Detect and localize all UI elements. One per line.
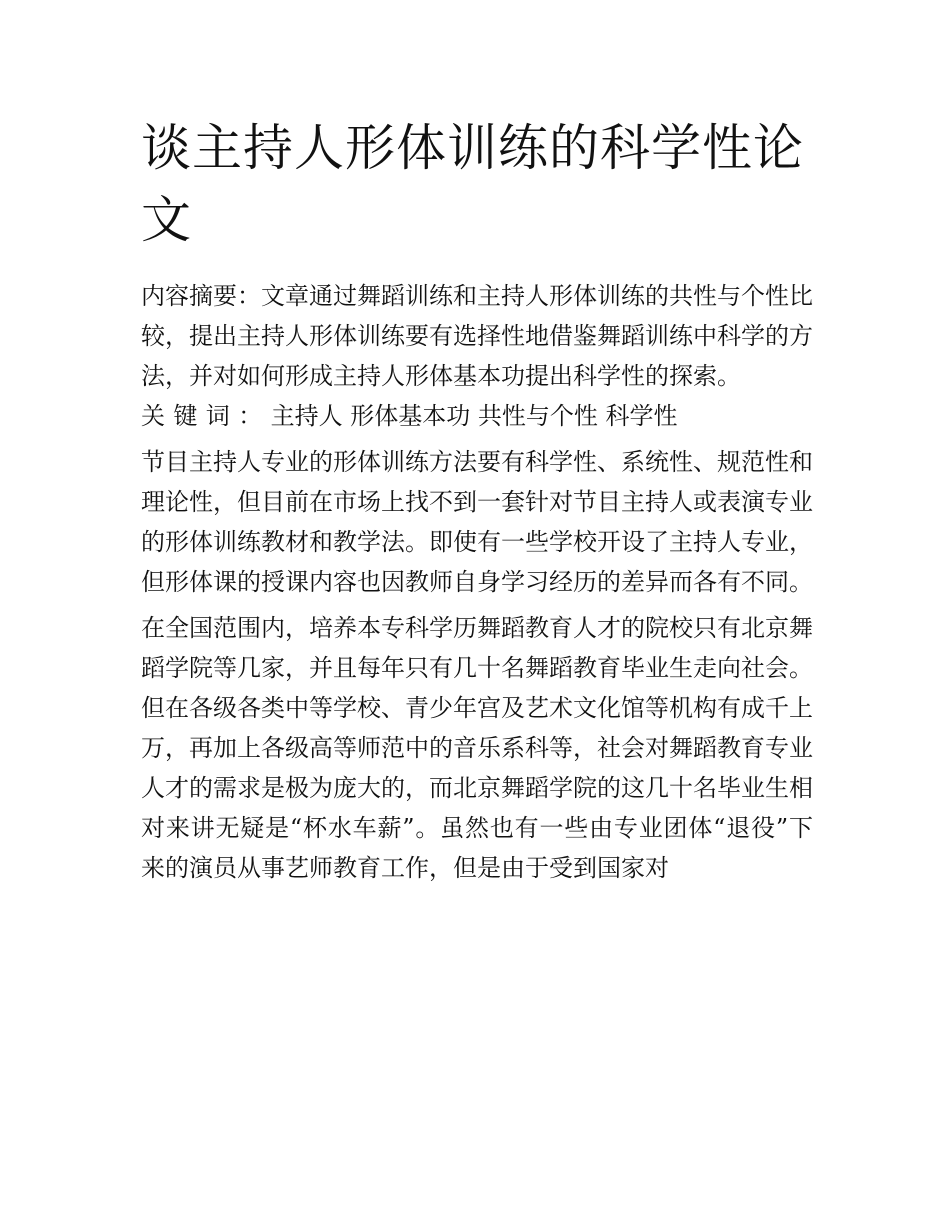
document-title: 谈主持人形体训练的科学性论文: [141, 119, 804, 249]
keywords-label: 关键词：: [141, 402, 271, 430]
abstract-paragraph: 内容摘要：文章通过舞蹈训练和主持人形体训练的共性与个性比较，提出主持人形体训练要有选择性地借鉴舞蹈训练中科学的方法，并对如何形成主持人形体基本功提出科学性的探索。: [141, 282, 813, 390]
body-paragraph-1: 节目主持人专业的形体训练方法要有科学性、系统性、规范性和理论性，但目前在市场上找不到一套针对节目主持人或表演专业的形体训练教材和教学法。即使有一些学校开设了主持人专业，但形体课的授课内容也因教师自身学习经历的差异而各有不同。: [141, 448, 813, 596]
document-page: [141, 112, 813, 888]
keywords-line: [141, 396, 813, 436]
keywords-list: 主持人 形体基本功 共性与个性 科学性: [270, 402, 678, 430]
body-paragraph-2: 在全国范围内，培养本专科学历舞蹈教育人才的院校只有北京舞蹈学院等几家，并且每年只有几十名舞蹈教育毕业生走向社会。但在各级各类中等学校、青少年宫及艺术文化馆等机构有成千上万，再加上各级高等师范中的音乐系科等，社会对舞蹈教育专业人才的需求是极为庞大的，而北京舞蹈学院的这几十名毕业生相对来讲无疑是“杯水车薪”。虽然也有一些由专业团体“退役”下来的演员从事艺师教育工作，但是由于受到国家对: [141, 614, 813, 882]
